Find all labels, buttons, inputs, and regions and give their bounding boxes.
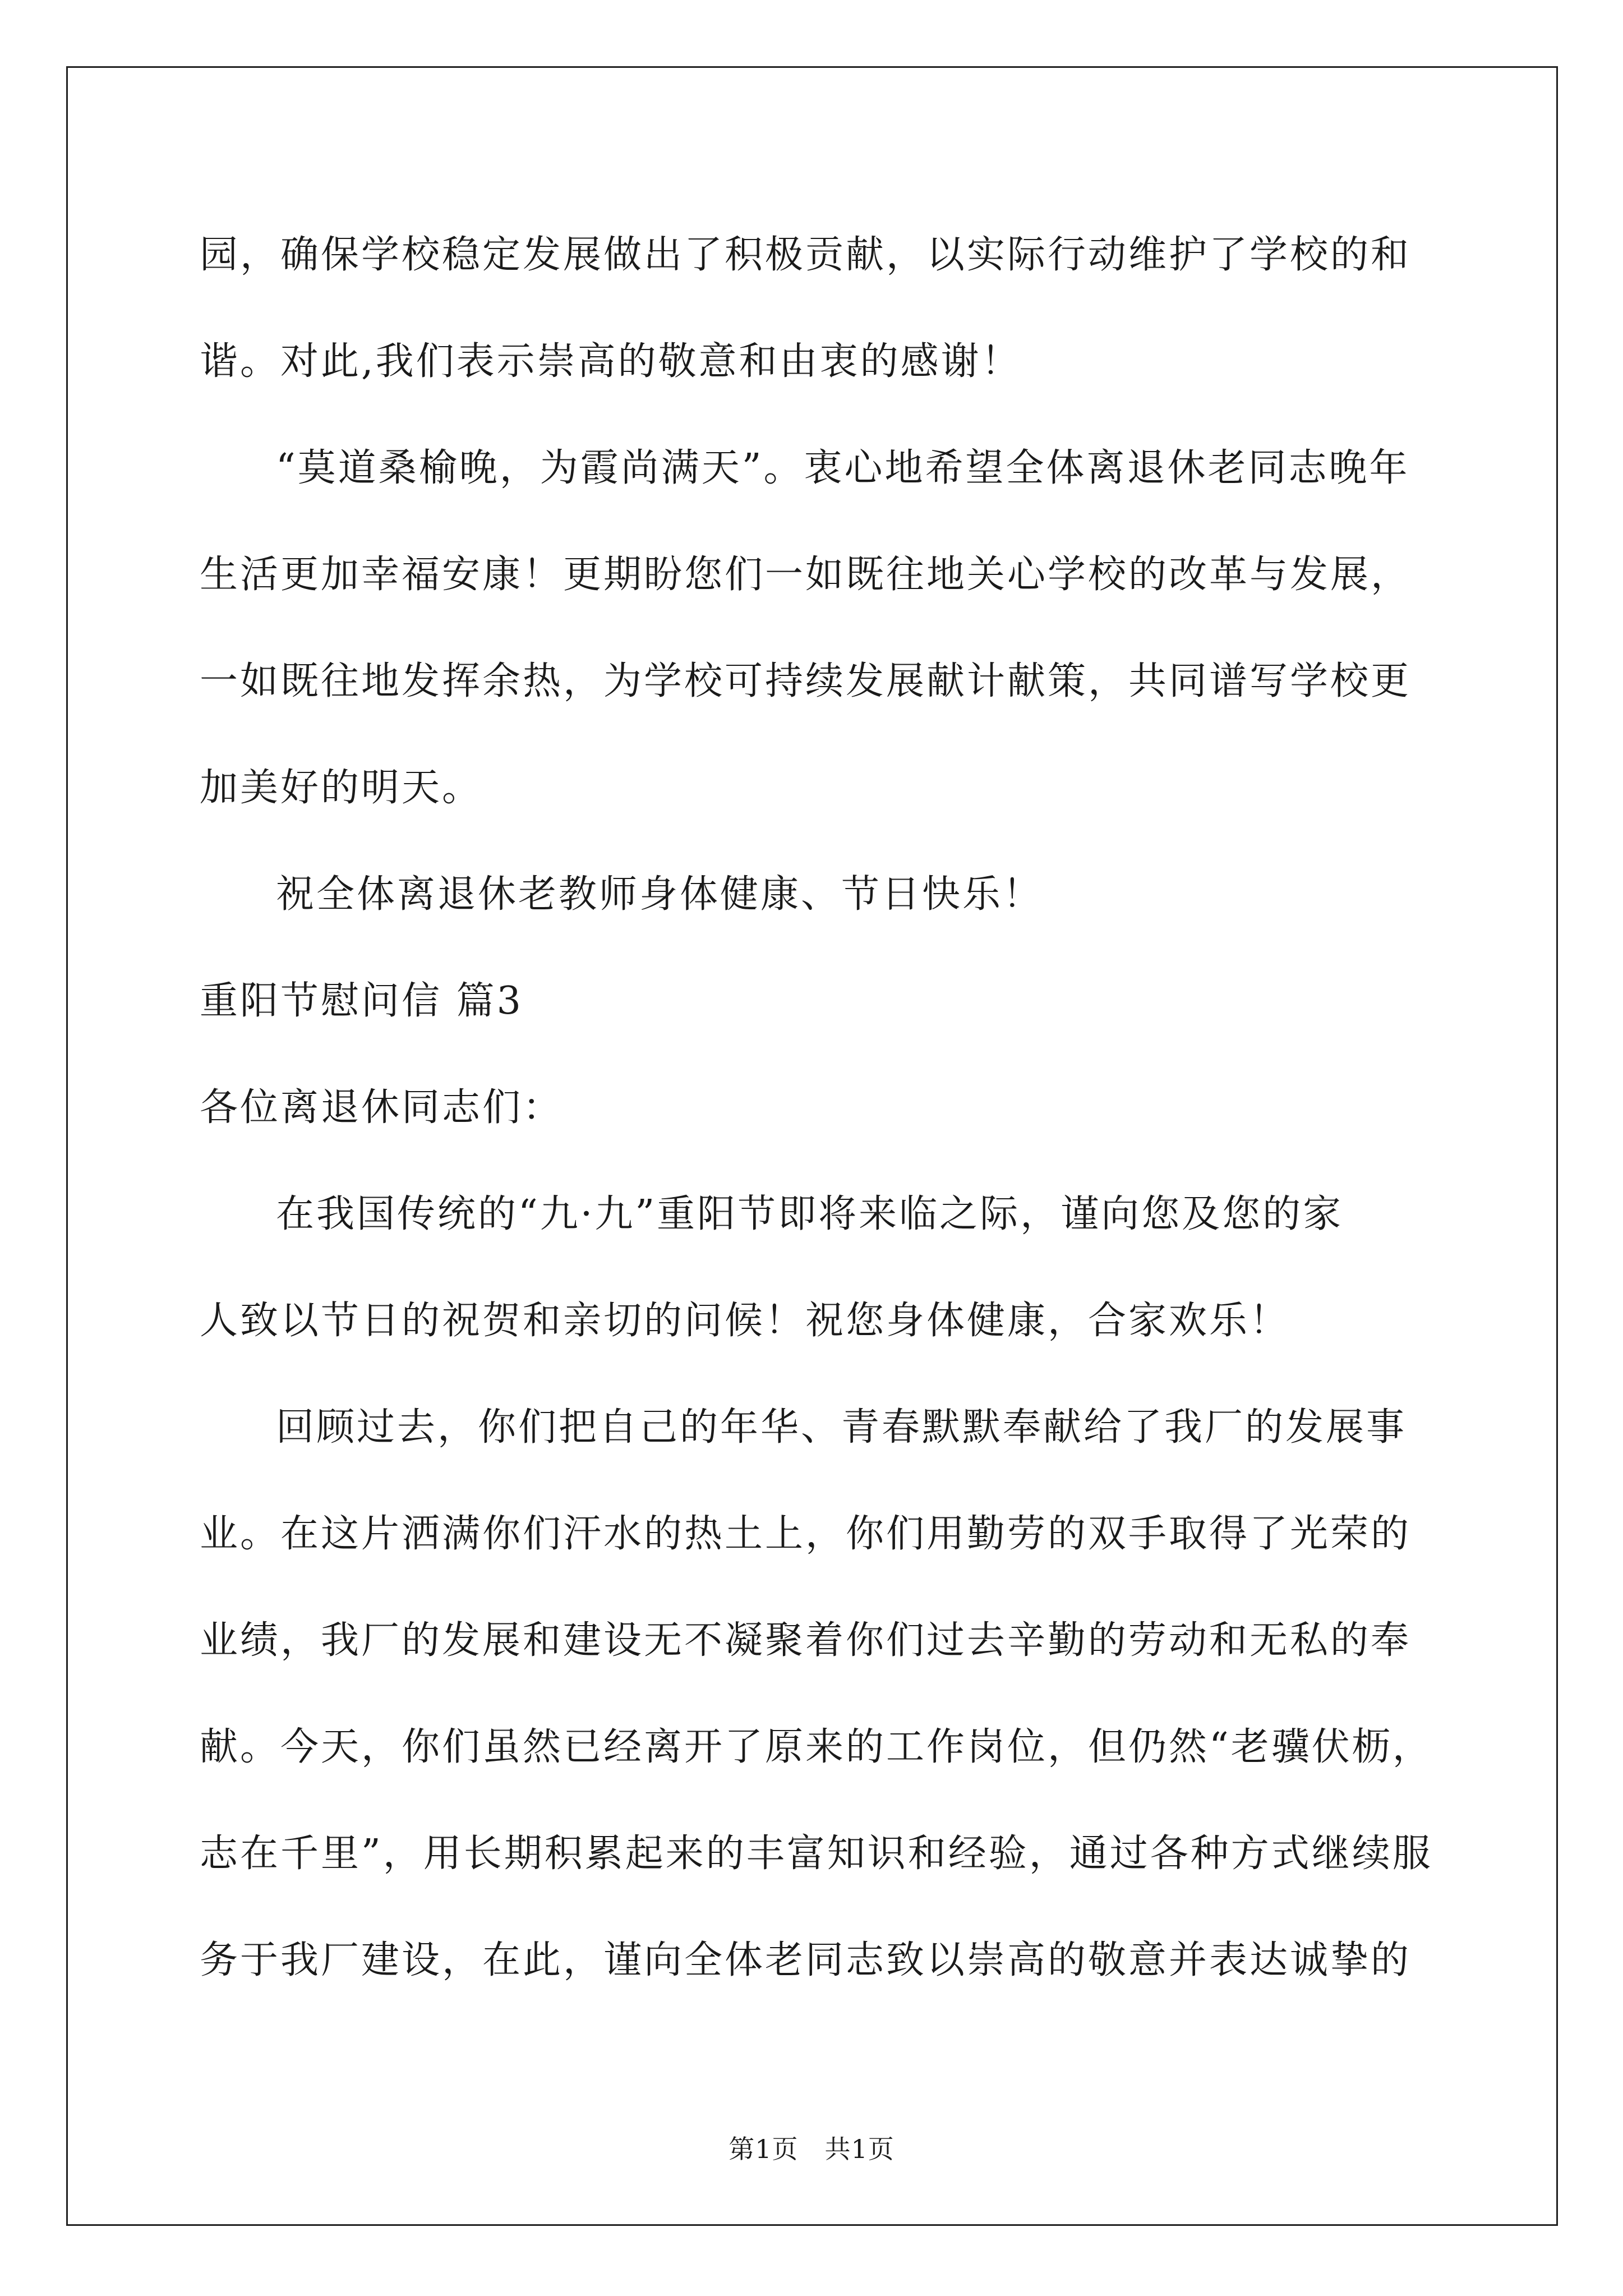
text-line: 园，确保学校稳定发展做出了积极贡献，以实际行动维护了学校的和 bbox=[200, 233, 1412, 277]
text-line: 谐。对此,我们表示崇高的敬意和由衷的感谢！ bbox=[200, 339, 1022, 384]
section-heading: 重阳节慰问信 篇3 bbox=[200, 979, 523, 1023]
text-line: 业绩，我厂的发展和建设无不凝聚着你们过去辛勤的劳动和无私的奉 bbox=[200, 1618, 1412, 1663]
document-body bbox=[200, 202, 1433, 2014]
text-line: 人致以节日的祝贺和亲切的问候！祝您身体健康，合家欢乐！ bbox=[200, 1299, 1290, 1343]
text-line: 业。在这片洒满你们汗水的热土上，你们用勤劳的双手取得了光荣的 bbox=[200, 1512, 1412, 1556]
text-line: 加美好的明天。 bbox=[200, 766, 483, 810]
page-number-footer: 第1页 共1页 bbox=[728, 2134, 895, 2164]
text-line: 生活更加幸福安康！更期盼您们一如既往地关心学校的改革与发展， bbox=[200, 553, 1412, 597]
text-line: 在我国传统的“九·九”重阳节即将来临之际，谨向您及您的家 bbox=[276, 1192, 1344, 1236]
text-line: 一如既往地发挥余热，为学校可持续发展献计献策，共同谱写学校更 bbox=[200, 659, 1412, 703]
text-line: 志在千里”，用长期积累起来的丰富知识和经验，通过各种方式继续服 bbox=[200, 1832, 1433, 1876]
text-line: 祝全体离退休老教师身体健康、节日快乐！ bbox=[276, 872, 1044, 917]
text-line: 务于我厂建设，在此，谨向全体老同志致以崇高的敬意并表达诚挚的 bbox=[200, 1938, 1412, 1982]
salutation: 各位离退休同志们： bbox=[200, 1085, 564, 1130]
text-line: 献。今天，你们虽然已经离开了原来的工作岗位，但仍然“老骥伏枥， bbox=[200, 1725, 1433, 1769]
text-line: 回顾过去，你们把自己的年华、青春默默奉献给了我厂的发展事 bbox=[276, 1405, 1407, 1450]
text-line: “莫道桑榆晚，为霞尚满天”。衷心地希望全体离退休老同志晚年 bbox=[276, 446, 1410, 490]
